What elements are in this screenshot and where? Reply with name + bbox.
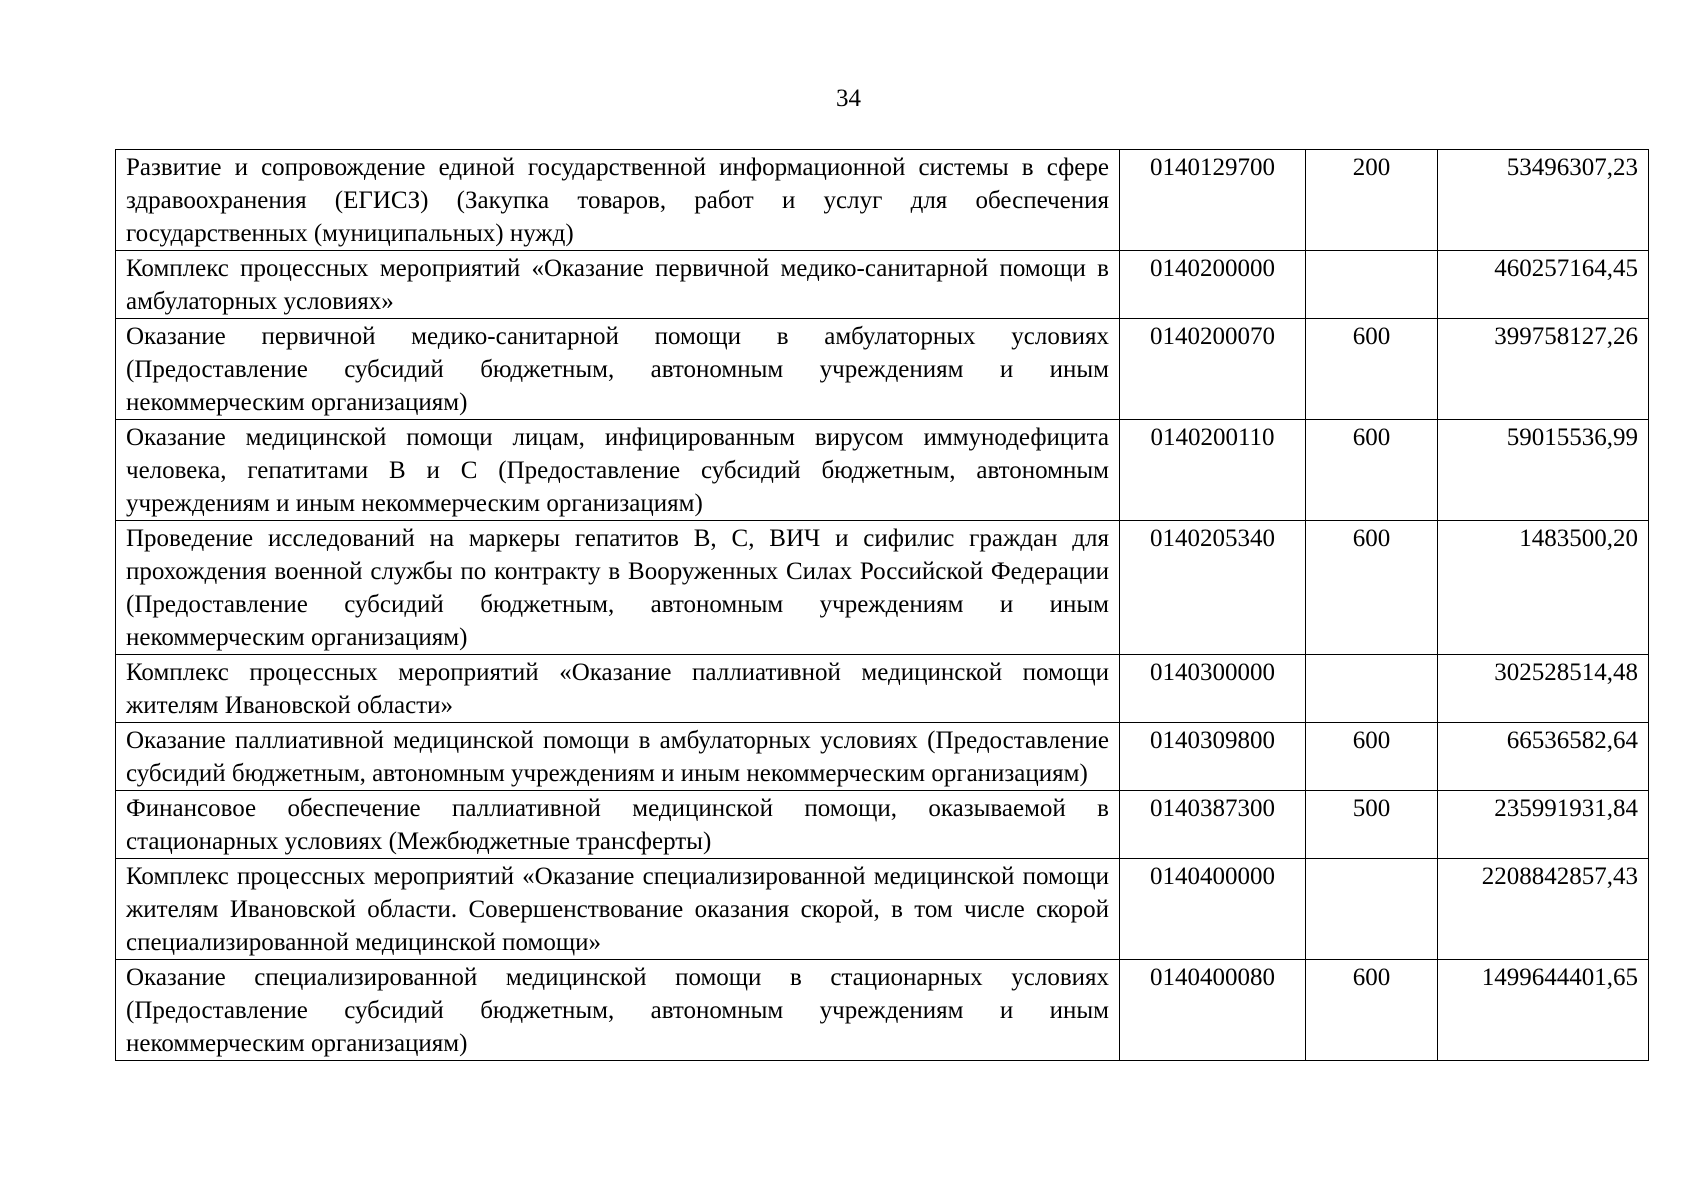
table-row bbox=[116, 150, 1649, 251]
expense-type-cell bbox=[1306, 859, 1438, 960]
amount-cell: 399758127,26 bbox=[1438, 319, 1649, 420]
program-name-cell: Комплекс процессных мероприятий «Оказание первичной медико-санитарной помощи в амбулаторных условиях» bbox=[116, 251, 1120, 319]
program-name-cell: Оказание паллиативной медицинской помощи в амбулаторных условиях (Предоставление субсидий бюджетным, автономным учреждениям и иным некоммерческим организациям) bbox=[116, 723, 1120, 791]
program-name-cell: Оказание специализированной медицинской помощи в стационарных условиях (Предоставление субсидий бюджетным, автономным учреждениям и иным некоммерческим организациям) bbox=[116, 960, 1120, 1061]
target-article-code-cell: 0140400000 bbox=[1120, 859, 1306, 960]
target-article-code-cell: 0140300000 bbox=[1120, 655, 1306, 723]
expense-type-cell bbox=[1306, 655, 1438, 723]
amount-cell: 302528514,48 bbox=[1438, 655, 1649, 723]
table-row bbox=[116, 319, 1649, 420]
table-row bbox=[116, 251, 1649, 319]
table-row bbox=[116, 655, 1649, 723]
table-row bbox=[116, 960, 1649, 1061]
table-row bbox=[116, 420, 1649, 521]
expense-type-cell: 600 bbox=[1306, 420, 1438, 521]
expense-type-cell: 200 bbox=[1306, 150, 1438, 251]
target-article-code-cell: 0140200110 bbox=[1120, 420, 1306, 521]
program-name-cell: Оказание первичной медико-санитарной помощи в амбулаторных условиях (Предоставление субсидий бюджетным, автономным учреждениям и иным некоммерческим организациям) bbox=[116, 319, 1120, 420]
program-name-cell: Оказание медицинской помощи лицам, инфицированным вирусом иммунодефицита человека, гепатитами В и С (Предоставление субсидий бюджетным, автономным учреждениям и иным некоммерческим организациям) bbox=[116, 420, 1120, 521]
page-number: 34 bbox=[836, 85, 861, 112]
program-name-cell: Развитие и сопровождение единой государственной информационной системы в сфере здравоохранения (ЕГИСЗ) (Закупка товаров, работ и услуг для обеспечения государственных (муниципальных) нужд) bbox=[116, 150, 1120, 251]
expense-type-cell: 600 bbox=[1306, 960, 1438, 1061]
target-article-code-cell: 0140309800 bbox=[1120, 723, 1306, 791]
table-row bbox=[116, 723, 1649, 791]
target-article-code-cell: 0140200000 bbox=[1120, 251, 1306, 319]
expense-type-cell: 500 bbox=[1306, 791, 1438, 859]
expense-type-cell: 600 bbox=[1306, 521, 1438, 655]
table-row bbox=[116, 521, 1649, 655]
amount-cell: 235991931,84 bbox=[1438, 791, 1649, 859]
target-article-code-cell: 0140205340 bbox=[1120, 521, 1306, 655]
amount-cell: 53496307,23 bbox=[1438, 150, 1649, 251]
target-article-code-cell: 0140200070 bbox=[1120, 319, 1306, 420]
amount-cell: 59015536,99 bbox=[1438, 420, 1649, 521]
expense-type-cell: 600 bbox=[1306, 723, 1438, 791]
amount-cell: 2208842857,43 bbox=[1438, 859, 1649, 960]
amount-cell: 66536582,64 bbox=[1438, 723, 1649, 791]
target-article-code-cell: 0140400080 bbox=[1120, 960, 1306, 1061]
program-name-cell: Проведение исследований на маркеры гепатитов В, С, ВИЧ и сифилис граждан для прохождения военной службы по контракту в Вооруженных Силах Российской Федерации (Предоставление субсидий бюджетным, автономным учреждениям и иным некоммерческим организациям) bbox=[116, 521, 1120, 655]
amount-cell: 1483500,20 bbox=[1438, 521, 1649, 655]
program-name-cell: Комплекс процессных мероприятий «Оказание специализированной медицинской помощи жителям Ивановской области. Совершенствование оказания скорой, в том числе скорой специализированной медицинской помощи» bbox=[116, 859, 1120, 960]
expense-type-cell: 600 bbox=[1306, 319, 1438, 420]
target-article-code-cell: 0140387300 bbox=[1120, 791, 1306, 859]
target-article-code-cell: 0140129700 bbox=[1120, 150, 1306, 251]
table-row bbox=[116, 791, 1649, 859]
amount-cell: 460257164,45 bbox=[1438, 251, 1649, 319]
table-row bbox=[116, 859, 1649, 960]
amount-cell: 1499644401,65 bbox=[1438, 960, 1649, 1061]
expense-type-cell bbox=[1306, 251, 1438, 319]
budget-allocation-table bbox=[115, 149, 1649, 1061]
program-name-cell: Комплекс процессных мероприятий «Оказание паллиативной медицинской помощи жителям Ивановской области» bbox=[116, 655, 1120, 723]
program-name-cell: Финансовое обеспечение паллиативной медицинской помощи, оказываемой в стационарных условиях (Межбюджетные трансферты) bbox=[116, 791, 1120, 859]
